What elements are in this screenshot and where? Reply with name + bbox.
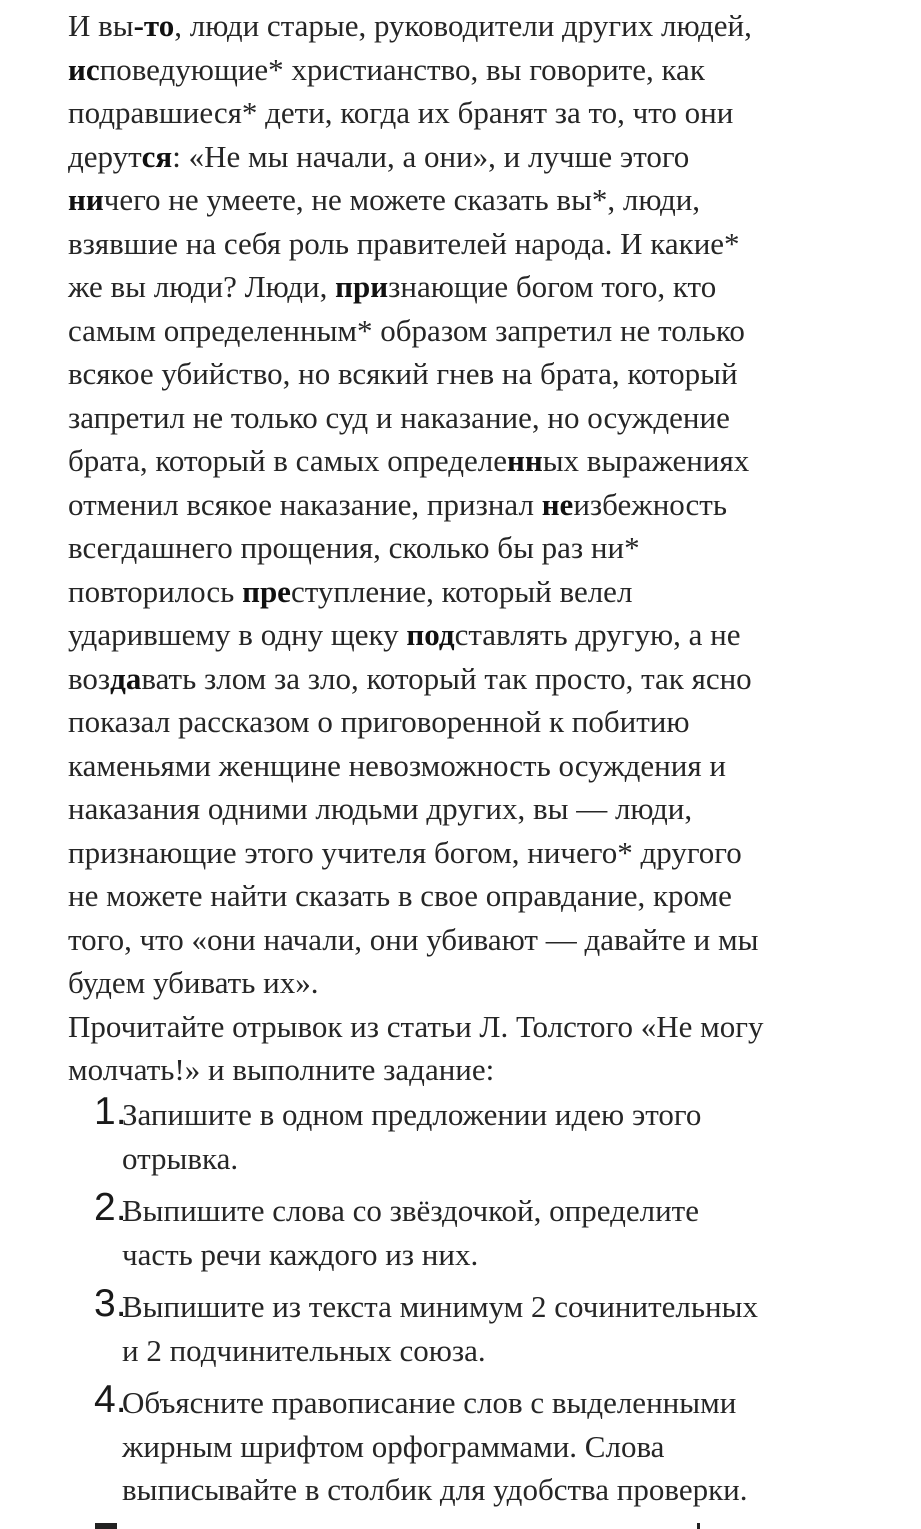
task-text-line: жирным шрифтом орфограммами. Слова	[122, 1428, 665, 1464]
cropped-next-item-fragment	[95, 1523, 117, 1529]
passage-line	[68, 309, 868, 353]
passage-line	[68, 874, 868, 918]
bold-orthogram: ни	[68, 182, 104, 217]
text-run: признающие этого учителя богом, ничего* другого	[68, 834, 742, 870]
passage-line	[68, 4, 868, 48]
task-item	[68, 1378, 868, 1512]
task-text-line: и 2 подчинительных союза.	[122, 1332, 486, 1368]
text-run: не можете найти сказать в свое оправдание, кроме	[68, 878, 732, 913]
text-run: поведующие* христианство, вы говорите, как	[99, 51, 705, 87]
text-run: показал рассказом о приговоренной к побитию	[68, 704, 690, 739]
text-run: повторилось	[68, 573, 243, 609]
passage-line	[68, 396, 868, 440]
passage-line	[68, 483, 868, 527]
bold-orthogram: ис	[68, 51, 100, 87]
task-text-line: Выпишите из текста минимум 2 сочинительных	[122, 1289, 758, 1324]
passage-line	[68, 1005, 868, 1049]
passage-line	[68, 265, 868, 309]
passage-line	[68, 700, 868, 744]
task-item	[68, 1282, 868, 1372]
passage-line	[68, 178, 868, 222]
text-run: отменил всякое наказание, признал	[68, 486, 542, 522]
text-run: самым определенным* образом запретил не только	[68, 312, 745, 348]
text-run: , люди старые, руководители других людей,	[174, 8, 752, 43]
passage-line	[68, 352, 868, 396]
task-text-line: выписывайте в столбик для удобства проверки.	[122, 1472, 748, 1507]
cropped-glyph-fragment	[697, 1523, 700, 1529]
task-number: 3.	[94, 1282, 127, 1325]
text-run: наказания одними людьми других, вы — люди,	[68, 791, 693, 826]
passage-line	[68, 657, 868, 701]
bold-orthogram: -то	[133, 8, 175, 43]
text-run: всякое убийство, но всякий гнев на брата, который	[68, 356, 738, 391]
text-run: молчать!» и выполните задание:	[68, 1052, 495, 1087]
text-run: избежность	[573, 486, 727, 522]
bold-orthogram: пре	[242, 573, 291, 609]
text-run: брата, который в самых определе	[68, 443, 507, 478]
passage-line	[68, 570, 868, 614]
text-run: И вы	[68, 8, 134, 43]
passage-line	[68, 918, 868, 962]
bold-orthogram: да	[110, 660, 142, 696]
text-run: того, что «они начали, они убивают — давайте и мы	[68, 921, 759, 957]
task-text-line: Запишите в одном предложении идею этого	[122, 1097, 702, 1132]
task-item	[68, 1090, 868, 1180]
passage-line	[68, 222, 868, 266]
bold-orthogram: не	[541, 486, 574, 522]
text-run: ставлять другую, а не	[454, 617, 741, 652]
passage-line	[68, 613, 868, 657]
task-item	[68, 1186, 868, 1276]
text-run: дерут	[68, 138, 142, 174]
text-run: ых выражениях	[542, 443, 750, 478]
text-run: воз	[68, 660, 111, 696]
text-run: будем убивать их».	[68, 965, 319, 1000]
text-run: всегдашнего прощения, сколько бы раз ни*	[68, 530, 640, 565]
text-run: запретил не только суд и наказание, но осуждение	[68, 399, 730, 435]
passage-line	[68, 135, 868, 179]
text-run: взявшие на себя роль правителей народа. И какие*	[68, 225, 740, 261]
text-run: подравшиеся* дети, когда их бранят за то, что они	[68, 95, 734, 130]
text-run: ступление, который велел	[290, 573, 633, 609]
passage-line	[68, 526, 868, 570]
text-run: чего не умеете, не можете сказать вы*, люди,	[103, 182, 701, 217]
text-run: : «Не мы начали, а они», и лучше этого	[172, 138, 690, 174]
task-text-line: Объясните правописание слов с выделенными	[122, 1385, 737, 1420]
task-text-line: часть речи каждого из них.	[122, 1236, 479, 1272]
bold-orthogram: нн	[506, 443, 543, 478]
task-number: 1.	[94, 1090, 127, 1133]
bold-orthogram: под	[406, 617, 455, 652]
document-page	[68, 0, 868, 1507]
bold-orthogram: при	[335, 269, 389, 304]
cropped-edge	[0, 1524, 921, 1529]
task-number: 4.	[94, 1378, 127, 1421]
passage-line	[68, 91, 868, 135]
text-run: каменьями женщине невозможность осуждения и	[68, 747, 726, 783]
passage-line	[68, 831, 868, 875]
task-number: 2.	[94, 1186, 127, 1229]
text-run: Прочитайте отрывок из статьи Л. Толстого «Не могу	[68, 1008, 764, 1044]
passage-line	[68, 787, 868, 831]
tolstoy-excerpt	[68, 4, 868, 1092]
passage-line	[68, 744, 868, 788]
task-text-line: отрывка.	[122, 1140, 239, 1176]
passage-line	[68, 439, 868, 483]
task-text-line: Выпишите слова со звёздочкой, определите	[122, 1193, 699, 1228]
bold-orthogram: ся	[141, 138, 173, 174]
task-list	[68, 1090, 868, 1521]
passage-line	[68, 48, 868, 92]
text-run: знающие богом того, кто	[388, 269, 717, 304]
text-run: ударившему в одну щеку	[68, 617, 407, 652]
passage-line	[68, 961, 868, 1005]
text-run: же вы люди? Люди,	[68, 269, 336, 304]
passage-line	[68, 1048, 868, 1092]
text-run: вать злом за зло, который так просто, так ясно	[141, 660, 752, 696]
